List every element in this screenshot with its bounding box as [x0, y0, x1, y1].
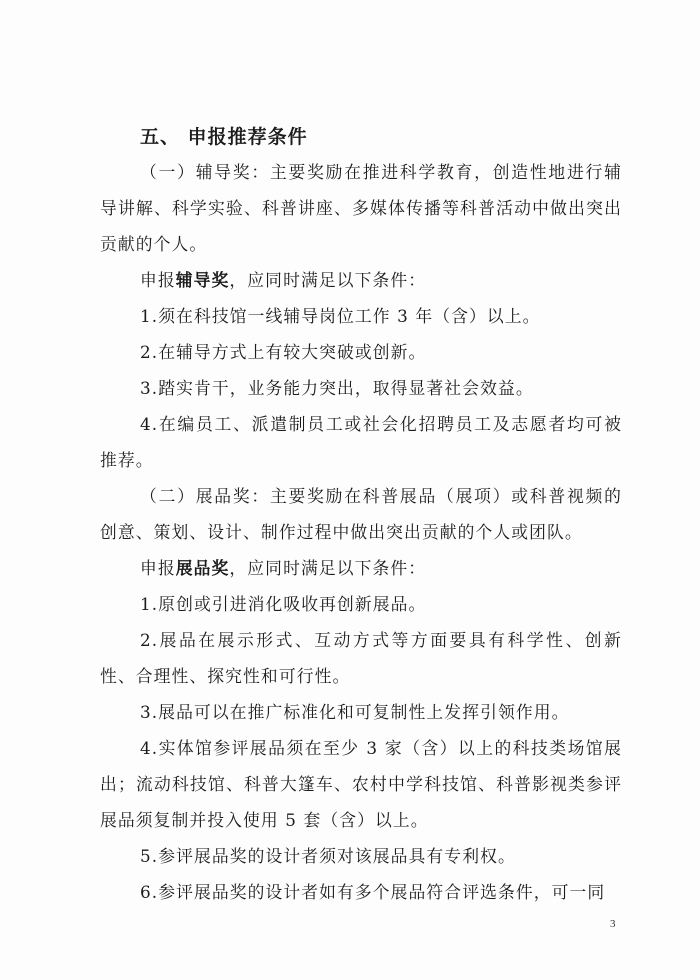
list-item-exhibit-5: 5.参评展品奖的设计者须对该展品具有专利权。	[140, 846, 516, 866]
bold-term-exhibit-award: 展品奖	[175, 558, 230, 578]
list-item-tutoring-4: 4.在编员工、派遣制员工或社会化招聘员工及志愿者均可被推荐。	[100, 414, 622, 470]
paragraph-tutoring-award-intro: （一）辅导奖：主要奖励在推进科学教育，创造性地进行辅导讲解、科学实验、科普讲座、多媒体传播等科普活动中做出突出贡献的个人。	[100, 162, 622, 254]
text-suffix: ，应同时满足以下条件：	[229, 558, 427, 578]
list-item-tutoring-3: 3.踏实肯干，业务能力突出，取得显著社会效益。	[140, 378, 534, 398]
paragraph-exhibit-award-conditions	[100, 550, 622, 586]
text-prefix: 申报	[140, 558, 176, 578]
list-item-exhibit-4: 4.实体馆参评展品须在至少 3 家（含）以上的科技类场馆展出；流动科技馆、科普大篷车、农村中学科技馆、科普影视类参评展品须复制并投入使用 5 套（含）以上。	[100, 738, 622, 830]
document-body	[100, 120, 622, 910]
section-heading: 五、 申报推荐条件	[140, 126, 308, 148]
paragraph-exhibit-award-intro: （二）展品奖：主要奖励在科普展品（展项）或科普视频的创意、策划、设计、制作过程中做出突出贡献的个人或团队。	[100, 486, 622, 542]
list-item-exhibit-6: 6.参评展品奖的设计者如有多个展品符合评选条件，可一同	[140, 882, 606, 902]
list-item-tutoring-1: 1.须在科技馆一线辅导岗位工作 3 年（含）以上。	[140, 306, 541, 326]
bold-term-tutoring-award: 辅导奖	[175, 270, 230, 290]
list-item-tutoring-2: 2.在辅导方式上有较大突破或创新。	[140, 342, 427, 362]
list-item-exhibit-3: 3.展品可以在推广标准化和可复制性上发挥引领作用。	[140, 702, 570, 722]
text-prefix: 申报	[140, 270, 176, 290]
text-suffix: ，应同时满足以下条件：	[229, 270, 427, 290]
paragraph-tutoring-award-conditions	[100, 262, 622, 298]
page-number: 3	[610, 918, 616, 930]
list-item-exhibit-1: 1.原创或引进消化吸收再创新展品。	[140, 594, 427, 614]
list-item-exhibit-2: 2.展品在展示形式、互动方式等方面要具有科学性、创新性、合理性、探究性和可行性。	[100, 630, 622, 686]
